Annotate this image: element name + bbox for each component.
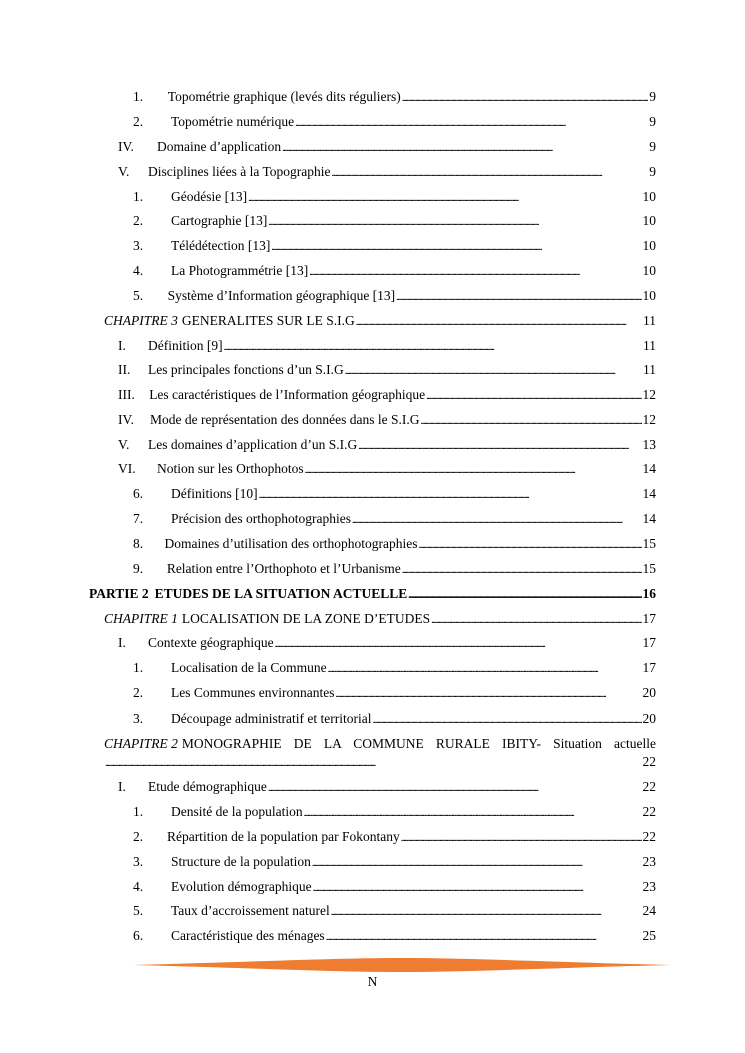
toc-entry-page: 13 [642, 437, 656, 452]
toc-entry[interactable] [133, 213, 656, 231]
toc-entry-page: 17 [642, 660, 656, 675]
toc-entry-number: CHAPITRE 1 [104, 611, 178, 626]
toc-leader-dots [358, 437, 641, 455]
toc-entry-page: 9 [649, 164, 656, 179]
toc-entry-title: Evolution démographique [171, 879, 312, 894]
toc-entry[interactable] [133, 511, 656, 529]
toc-entry-number: IV. [118, 412, 134, 427]
toc-entry[interactable] [133, 804, 656, 822]
toc-entry[interactable] [118, 779, 656, 797]
toc-entry-title: Définitions [10] [171, 486, 258, 501]
toc-leader-dots [335, 685, 641, 703]
toc-entry-page: 11 [643, 338, 656, 353]
toc-entry-page: 9 [649, 139, 656, 154]
toc-entry[interactable] [133, 114, 656, 132]
toc-entry[interactable] [133, 829, 656, 847]
toc-entry-title: Localisation de la Commune [171, 660, 327, 675]
toc-leader-dots [419, 536, 642, 554]
toc-leader-dots [275, 635, 642, 653]
toc-entry-title: Répartition de la population par Fokontany [166, 829, 400, 844]
toc-entry-page: 14 [642, 511, 656, 526]
footer-decorative-bar [133, 958, 671, 972]
toc-entry-number: IV. [118, 139, 134, 154]
toc-entry-page: 22 [642, 804, 656, 819]
toc-entry-title: Les principales fonctions d’un S.I.G [148, 362, 344, 377]
toc-entry[interactable] [118, 635, 656, 653]
toc-entry-title: Etude démographique [148, 779, 267, 794]
toc-entry[interactable] [104, 313, 656, 331]
toc-leader-dots [426, 387, 641, 405]
toc-entry[interactable] [133, 660, 656, 678]
toc-leader-dots [402, 561, 642, 579]
toc-entry-title: Précision des orthophotographies [171, 511, 351, 526]
toc-entry-number: 2. [133, 213, 144, 228]
toc-entry-title: Notion sur les Orthophotos [157, 461, 304, 476]
toc-entry-number: 5. [133, 903, 144, 918]
toc-entry-number: 1. [133, 804, 144, 819]
toc-entry[interactable] [133, 685, 656, 703]
toc-entry[interactable] [133, 238, 656, 256]
toc-entry-page: 10 [642, 189, 656, 204]
toc-entry[interactable] [118, 437, 656, 455]
toc-leader-dots [271, 238, 641, 256]
toc-leader-dots [401, 829, 642, 847]
toc-leader-dots [295, 114, 648, 132]
toc-entry-number: 4. [133, 879, 144, 894]
toc-entry[interactable] [133, 486, 656, 504]
toc-entry[interactable] [133, 854, 656, 872]
toc-leader-dots [268, 779, 642, 797]
toc-entry-number: 8. [133, 536, 144, 551]
toc-entry-number: I. [118, 779, 126, 794]
toc-entry-number: 2. [133, 685, 144, 700]
toc-leader-dots [312, 854, 642, 872]
toc-entry[interactable] [133, 879, 656, 897]
toc-entry-number: 2. [133, 114, 144, 129]
toc-entry-title: Caractéristique des ménages [171, 928, 325, 943]
toc-entry[interactable] [118, 362, 656, 380]
toc-entry-title: Mode de représentation des données dans le S.I.G [149, 412, 420, 427]
toc-entry-page: 10 [642, 238, 656, 253]
toc-entry-page: 22 [642, 754, 656, 769]
toc-entry-number: 1. [133, 660, 144, 675]
toc-entry-title: Définition [9] [148, 338, 223, 353]
toc-entry-number: I. [118, 635, 126, 650]
toc-entry-number: 9. [133, 561, 144, 576]
toc-entry-page: 12 [642, 387, 656, 402]
toc-entry-number: 2. [133, 829, 144, 844]
toc-entry-title: Domaines d’utilisation des orthophotographies [164, 536, 418, 551]
toc-leader-dots [259, 486, 642, 504]
toc-entry[interactable] [133, 263, 656, 281]
toc-entry[interactable] [133, 711, 656, 729]
toc-entry-title: La Photogrammétrie [13] [171, 263, 309, 278]
toc-entry-title: Découpage administratif et territorial [170, 711, 372, 726]
toc-entry-title: MONOGRAPHIE DE LA COMMUNE RURALE IBITY- Situation actuelle [181, 736, 656, 751]
toc-entry-number: I. [118, 338, 126, 353]
toc-entry-page: 11 [643, 362, 656, 377]
toc-entry[interactable] [118, 387, 656, 405]
toc-entry-number: 3. [133, 238, 144, 253]
toc-entry-number: 1. [133, 189, 144, 204]
toc-entry-number: 6. [133, 928, 144, 943]
toc-entry-number: 3. [133, 854, 144, 869]
toc-entry[interactable] [104, 611, 656, 629]
toc-entry[interactable] [133, 288, 656, 306]
toc-leader-dots [396, 288, 641, 306]
toc-leader-dots [328, 660, 642, 678]
toc-leader-dots [105, 754, 642, 772]
toc-entry-title: Les caractéristiques de l’Information géographique [149, 387, 426, 402]
toc-entry-number: 7. [133, 511, 144, 526]
toc-entry-title: Topométrie graphique (levés dits réguliers) [167, 89, 401, 104]
toc-leader-dots [313, 879, 642, 897]
toc-entry-number: VI. [118, 461, 136, 476]
toc-entry[interactable] [118, 139, 656, 157]
toc-entry[interactable] [118, 461, 656, 479]
toc-entry-page: 10 [642, 213, 656, 228]
toc-entry-number: 1. [133, 89, 144, 104]
toc-entry-title: Cartographie [13] [171, 213, 268, 228]
toc-entry-number: CHAPITRE 3 [104, 313, 178, 328]
toc-entry-page: 16 [642, 586, 656, 601]
toc-entry-title: Les domaines d’application d’un S.I.G [148, 437, 358, 452]
toc-entry-number: V. [118, 164, 130, 179]
toc-leader-dots [356, 313, 642, 331]
toc-leader-dots [332, 164, 649, 182]
toc-entry-number: V. [118, 437, 130, 452]
toc-entry-number: CHAPITRE 2 [104, 736, 178, 751]
toc-entry-page: 9 [649, 114, 656, 129]
toc-entry-title: Topométrie numérique [171, 114, 295, 129]
toc-entry-page: 23 [642, 854, 656, 869]
toc-entry-page: 14 [642, 486, 656, 501]
toc-leader-dots [268, 213, 641, 231]
toc-leader-dots [304, 804, 642, 822]
toc-entry-number: 6. [133, 486, 144, 501]
toc-entry[interactable] [133, 536, 656, 554]
toc-leader-dots [372, 711, 641, 729]
toc-entry-number: II. [118, 362, 131, 377]
toc-entry[interactable] [133, 189, 656, 207]
toc-entry-page: 24 [642, 903, 656, 918]
toc-entry-title: Les Communes environnantes [171, 685, 335, 700]
toc-leader-dots [402, 89, 649, 107]
toc-entry-continuation[interactable] [104, 754, 656, 772]
toc-entry-page: 17 [642, 611, 656, 626]
toc-entry-number: 3. [133, 711, 144, 726]
toc-entry-page: 20 [642, 711, 656, 726]
toc-entry[interactable] [133, 89, 656, 107]
toc-entry-title: Télédétection [13] [171, 238, 271, 253]
toc-entry-title: Système d’Information géographique [13] [167, 288, 396, 303]
toc-entry-title: LOCALISATION DE LA ZONE D’ETUDES [181, 611, 431, 626]
toc-leader-dots [224, 338, 642, 356]
toc-entry-title: Domaine d’application [157, 139, 282, 154]
toc-entry-page: 17 [642, 635, 656, 650]
toc-entry-page: 22 [642, 829, 656, 844]
toc-entry-page: 9 [649, 89, 656, 104]
toc-leader-dots [408, 586, 641, 604]
toc-leader-dots [345, 362, 642, 380]
toc-entry-page: 25 [642, 928, 656, 943]
toc-entry-page: 20 [642, 685, 656, 700]
toc-leader-dots [326, 928, 642, 946]
toc-entry-title: ETUDES DE LA SITUATION ACTUELLE [154, 586, 408, 601]
toc-entry-page: 10 [642, 288, 656, 303]
toc-entry[interactable] [118, 338, 656, 356]
toc-entry-title: Géodésie [13] [171, 189, 248, 204]
toc-entry-page: 10 [642, 263, 656, 278]
toc-leader-dots [431, 611, 641, 629]
toc-entry[interactable] [133, 561, 656, 579]
toc-leader-dots [331, 903, 642, 921]
toc-entry-page: 14 [642, 461, 656, 476]
toc-entry-title: Disciplines liées à la Topographie [148, 164, 331, 179]
toc-entry[interactable] [89, 586, 656, 604]
toc-entry[interactable] [133, 928, 656, 946]
toc-leader-dots [282, 139, 648, 157]
toc-leader-dots [305, 461, 642, 479]
toc-entry-page: 15 [642, 561, 656, 576]
toc-entry-title: GENERALITES SUR LE S.I.G [181, 313, 355, 328]
toc-entry[interactable] [104, 736, 656, 752]
toc-entry-page: 11 [643, 313, 656, 328]
toc-leader-dots [248, 189, 641, 207]
toc-entry-number: III. [118, 387, 135, 402]
toc-entry[interactable] [133, 903, 656, 921]
toc-entry-page: 12 [642, 412, 656, 427]
toc-entry-title: Relation entre l’Orthophoto et l’Urbanisme [166, 561, 401, 576]
toc-entry-title: Densité de la population [171, 804, 303, 819]
toc-entry-page: 15 [642, 536, 656, 551]
toc-entry-number: 5. [133, 288, 144, 303]
toc-entry-page: 23 [642, 879, 656, 894]
toc-entry-number: 4. [133, 263, 144, 278]
toc-entry[interactable] [118, 412, 656, 430]
toc-entry-title: Contexte géographique [148, 635, 274, 650]
toc-entry-title: Structure de la population [171, 854, 311, 869]
page-number: N [367, 974, 378, 989]
toc-entry-title: Taux d’accroissement naturel [171, 903, 330, 918]
toc-leader-dots [352, 511, 642, 529]
toc-leader-dots [421, 412, 642, 430]
toc-entry[interactable] [118, 164, 656, 182]
toc-entry-page: 22 [642, 779, 656, 794]
toc-leader-dots [309, 263, 641, 281]
toc-entry-number: PARTIE 2 [89, 586, 149, 601]
